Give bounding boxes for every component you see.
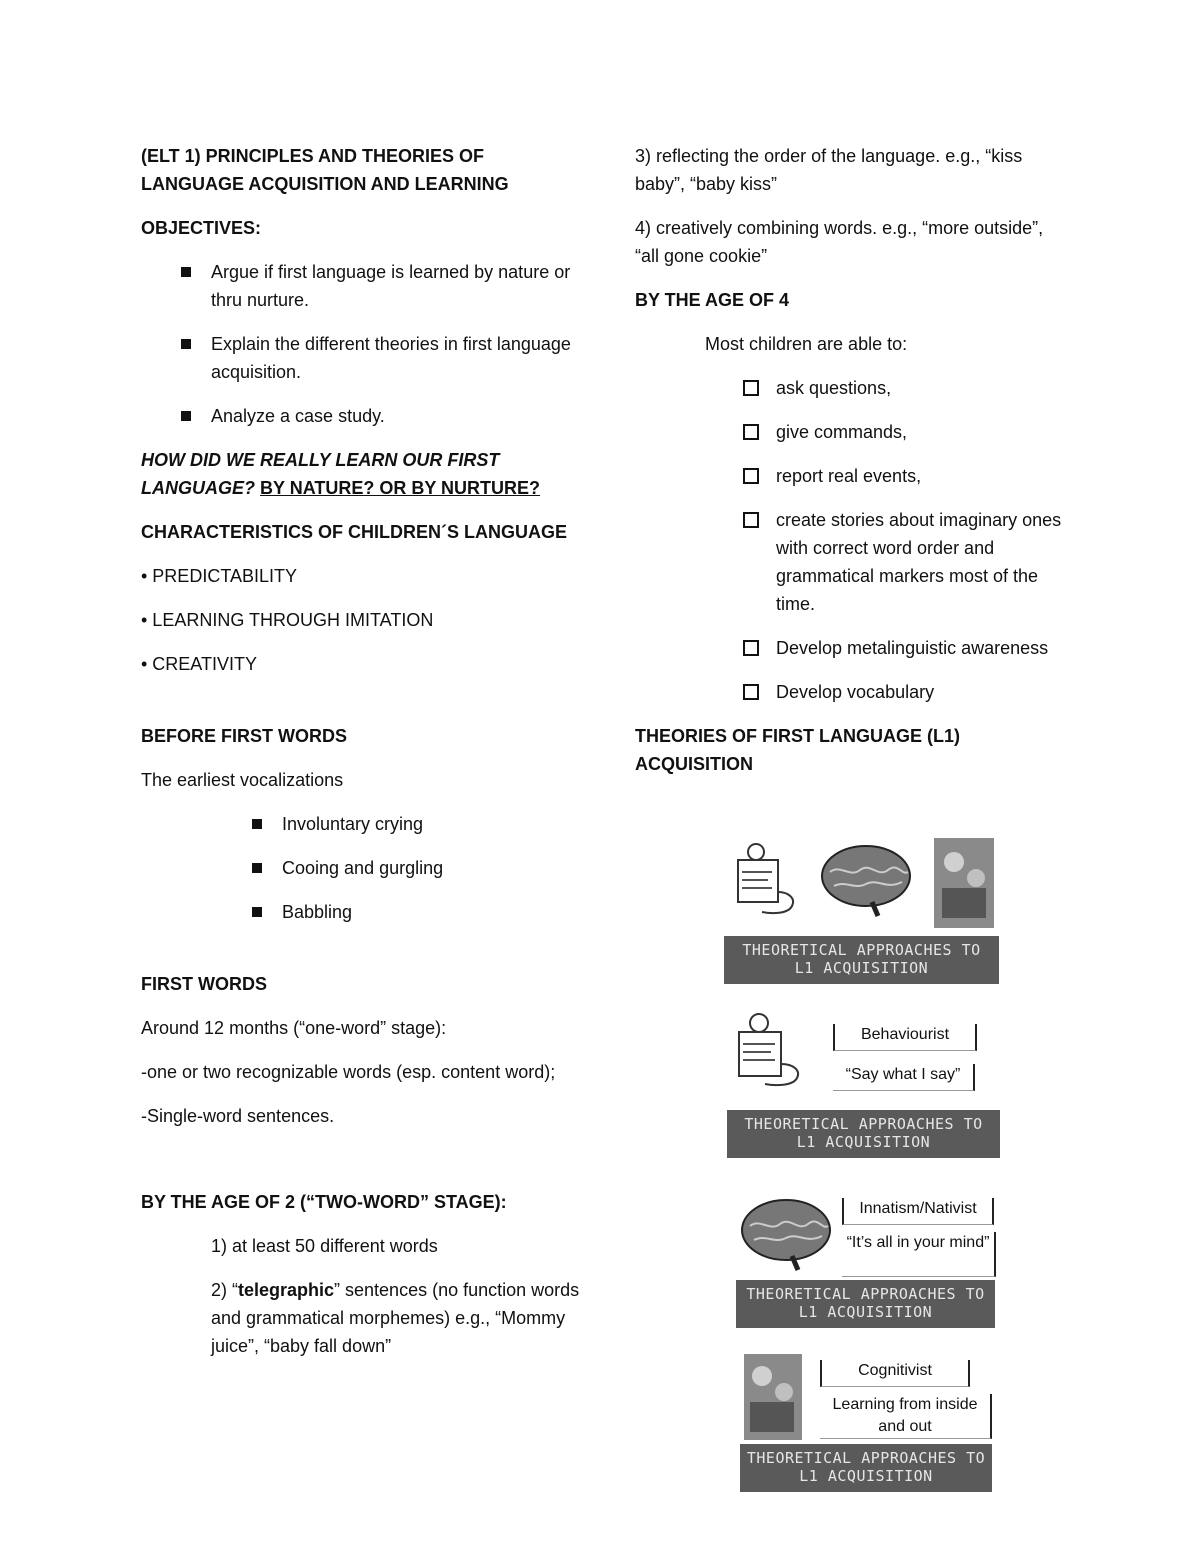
- two-word-item3: 3) reflecting the order of the language. e.g., “kiss baby”, “baby kiss”: [635, 146, 1023, 194]
- age-four-heading: BY THE AGE OF 4: [635, 290, 790, 310]
- age-four-item: give commands,: [635, 418, 1065, 446]
- theoretical-approaches-banner: THEORETICAL APPROACHES TO L1 ACQUISITION: [736, 1280, 995, 1328]
- characteristic-item: • CREATIVITY: [141, 654, 257, 674]
- behaviourist-cartoon-icon: [733, 1012, 809, 1092]
- age-four-item: report real events,: [635, 462, 1065, 490]
- first-words-line1: -one or two recognizable words (esp. content word);: [141, 1062, 556, 1082]
- cognitivist-quote: Learning from inside and out: [820, 1394, 992, 1439]
- before-first-words-intro: The earliest vocalizations: [141, 770, 344, 790]
- age-four-item: Develop metalinguistic awareness: [635, 634, 1065, 662]
- age-four-list: [635, 374, 1065, 706]
- checkbox-icon: [743, 380, 759, 396]
- theoretical-approaches-banner: THEORETICAL APPROACHES TO L1 ACQUISITION: [740, 1444, 992, 1492]
- first-words-heading: FIRST WORDS: [141, 974, 267, 994]
- objective-item: Analyze a case study.: [141, 402, 581, 430]
- age-two-item1: 1) at least 50 different words: [211, 1236, 438, 1256]
- checkbox-icon: [743, 684, 759, 700]
- first-words-intro: Around 12 months (“one-word” stage):: [141, 1018, 447, 1038]
- objective-item: Explain the different theories in first language acquisition.: [141, 330, 581, 386]
- key-question: HOW DID WE REALLY LEARN OUR FIRST LANGUAGE? BY NATURE? OR BY NURTURE?: [141, 450, 541, 498]
- characteristics-heading: CHARACTERISTICS OF CHILDREN´S LANGUAGE: [141, 522, 567, 542]
- innatism-quote: “It’s all in your mind”: [842, 1232, 996, 1277]
- theoretical-approaches-banner: THEORETICAL APPROACHES TO L1 ACQUISITION: [724, 936, 999, 984]
- vocalization-item: Cooing and gurgling: [141, 854, 581, 882]
- objective-item: Argue if first language is learned by nature or thru nurture.: [141, 258, 581, 314]
- checkbox-icon: [743, 424, 759, 440]
- theories-heading: THEORIES OF FIRST LANGUAGE (L1) ACQUISITION: [635, 726, 961, 774]
- square-bullet-icon: [252, 907, 262, 917]
- first-words-line2: -Single-word sentences.: [141, 1106, 335, 1126]
- age-four-item: ask questions,: [635, 374, 1065, 402]
- brain-icon: [820, 842, 914, 918]
- right-column: [635, 142, 1065, 778]
- age-two-heading: BY THE AGE OF 2 (“TWO-WORD” STAGE):: [141, 1192, 507, 1212]
- overview-figure: [724, 836, 1004, 986]
- age-four-item: Develop vocabulary: [635, 678, 1065, 706]
- vocalization-item: Babbling: [141, 898, 581, 926]
- square-bullet-icon: [252, 819, 262, 829]
- cognitivist-figure: [740, 1354, 995, 1494]
- cognitivist-label: Cognitivist: [820, 1360, 970, 1387]
- left-column: [141, 142, 581, 1360]
- objectives-heading: OBJECTIVES:: [141, 218, 262, 238]
- two-word-item4: 4) creatively combining words. e.g., “more outside”, “all gone cookie”: [635, 218, 1044, 266]
- square-bullet-icon: [181, 267, 191, 277]
- age-four-intro: Most children are able to:: [705, 334, 908, 354]
- age-two-item2: 2) “telegraphic” sentences (no function words and grammatical morphemes) e.g., “Mommy juice”, “baby fall down”: [211, 1280, 580, 1356]
- brain-icon: [740, 1196, 834, 1272]
- objectives-list: [141, 258, 581, 430]
- behaviourist-figure: [727, 1010, 1002, 1160]
- behaviourist-quote: “Say what I say”: [833, 1064, 975, 1091]
- characteristics-list: [141, 562, 581, 678]
- innatism-label: Innatism/Nativist: [842, 1198, 994, 1225]
- square-bullet-icon: [252, 863, 262, 873]
- children-photo-icon: [934, 838, 994, 928]
- behaviourist-label: Behaviourist: [833, 1024, 977, 1051]
- doc-title-line1: (ELT 1) PRINCIPLES AND THEORIES OF: [141, 146, 485, 166]
- characteristic-item: • LEARNING THROUGH IMITATION: [141, 610, 434, 630]
- doc-title-line2: LANGUAGE ACQUISITION AND LEARNING: [141, 174, 509, 194]
- behaviourist-cartoon-icon: [732, 842, 802, 918]
- vocalizations-list: [141, 810, 581, 926]
- vocalization-item: Involuntary crying: [141, 810, 581, 838]
- checkbox-icon: [743, 640, 759, 656]
- children-photo-icon: [744, 1354, 802, 1440]
- checkbox-icon: [743, 512, 759, 528]
- characteristic-item: • PREDICTABILITY: [141, 566, 297, 586]
- age-four-item: create stories about imaginary ones with correct word order and grammatical markers most of the time.: [635, 506, 1065, 618]
- square-bullet-icon: [181, 339, 191, 349]
- square-bullet-icon: [181, 411, 191, 421]
- before-first-words-heading: BEFORE FIRST WORDS: [141, 726, 347, 746]
- checkbox-icon: [743, 468, 759, 484]
- innatism-figure: [736, 1194, 998, 1329]
- theoretical-approaches-banner: THEORETICAL APPROACHES TO L1 ACQUISITION: [727, 1110, 1000, 1158]
